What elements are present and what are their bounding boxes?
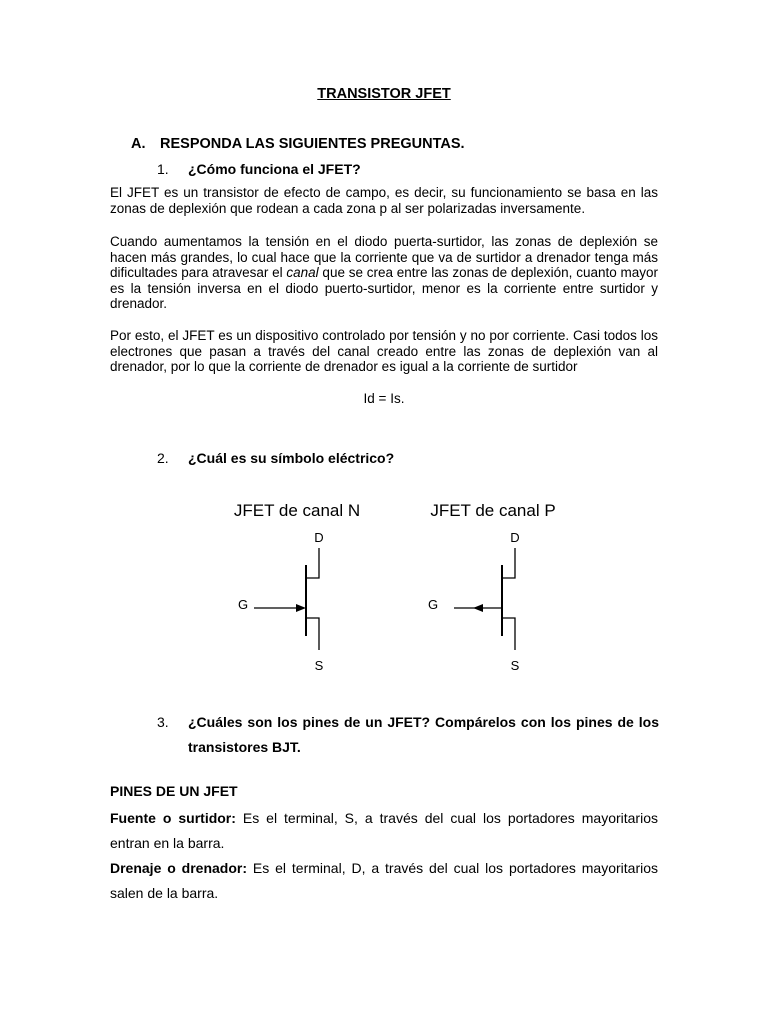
- document-title: TRANSISTOR JFET: [317, 86, 451, 102]
- jfet-n-channel-symbol: [234, 501, 360, 673]
- fuente-text: Es el terminal, S, a través del cual los portadores mayoritarios entran en la barra.: [110, 810, 658, 851]
- n-channel-title: JFET de canal N: [233, 501, 361, 520]
- n-gate-label: G: [238, 597, 249, 612]
- question-text: ¿Cómo funciona el JFET?: [188, 161, 361, 177]
- p-channel-title: JFET de canal P: [430, 501, 556, 520]
- paragraph-2: [110, 234, 658, 312]
- question-3: [157, 710, 659, 760]
- question-2: [157, 450, 394, 466]
- section-letter: A.: [131, 136, 146, 152]
- p-drain-label: D: [510, 530, 520, 545]
- n-source-lead: [306, 618, 319, 650]
- paragraph-3: Por esto, el JFET es un dispositivo controlado por tensión y no por corriente. Casi todos los electrones que pasan a través del canal creado entre las zonas de deplexión van al drenador, por lo que la corriente de drenador es igual a la corriente de surtidor: [110, 328, 658, 375]
- p-drain-lead: [502, 548, 515, 578]
- p-source-lead: [502, 618, 515, 650]
- paragraph-1: El JFET es un transistor de efecto de campo, es decir, su funcionamiento se basa en las zonas de deplexión que rodean a cada zona p al ser polarizadas inversamente.: [110, 185, 658, 216]
- n-source-label: S: [314, 658, 324, 673]
- pins-heading: PINES DE UN JFET: [110, 783, 238, 799]
- question-text: ¿Cuál es su símbolo eléctrico?: [188, 450, 395, 466]
- p-gate-label: G: [428, 597, 439, 612]
- paragraph-2-italic: canal: [286, 265, 319, 281]
- question-number: 2.: [157, 450, 169, 466]
- drenaje-text: Es el terminal, D, a través del cual los portadores mayoritarios salen de la barra.: [110, 860, 658, 901]
- equation: Id = Is.: [363, 391, 405, 406]
- p-source-label: S: [510, 658, 520, 673]
- jfet-symbols-diagram: [0, 490, 768, 690]
- n-gate-arrow: [296, 604, 306, 612]
- fuente-definition: [110, 806, 658, 856]
- p-gate-arrow: [473, 604, 483, 612]
- paragraph-2-text-a: Cuando aumentamos la tensión en el diodo puerta-surtidor, las zonas de deplexión se hacen más grandes, lo cual hace que la corriente que va de surtidor a drenador tenga más dificultades para atravesar el: [110, 234, 658, 281]
- section-heading-text: RESPONDA LAS SIGUIENTES PREGUNTAS.: [160, 136, 465, 152]
- drenaje-term: Drenaje o drenador:: [110, 860, 248, 876]
- question-number: 1.: [157, 161, 169, 177]
- question-1: [157, 161, 361, 177]
- n-drain-lead: [306, 548, 319, 578]
- jfet-p-channel-symbol: [428, 501, 556, 673]
- paragraph-2-text-b: que se crea entre las zonas de deplexión, cuanto mayor es la tensión inversa en el diodo puerto-surtidor, menor es la corriente entre surtidor y drenador.: [110, 265, 658, 312]
- question-number: 3.: [157, 714, 169, 730]
- section-a-heading: [131, 136, 465, 152]
- question-text: ¿Cuáles son los pines de un JFET? Compárelos con los pines de los transistores BJT.: [188, 714, 659, 755]
- n-drain-label: D: [314, 530, 324, 545]
- drenaje-definition: [110, 856, 658, 906]
- fuente-term: Fuente o surtidor:: [110, 810, 236, 826]
